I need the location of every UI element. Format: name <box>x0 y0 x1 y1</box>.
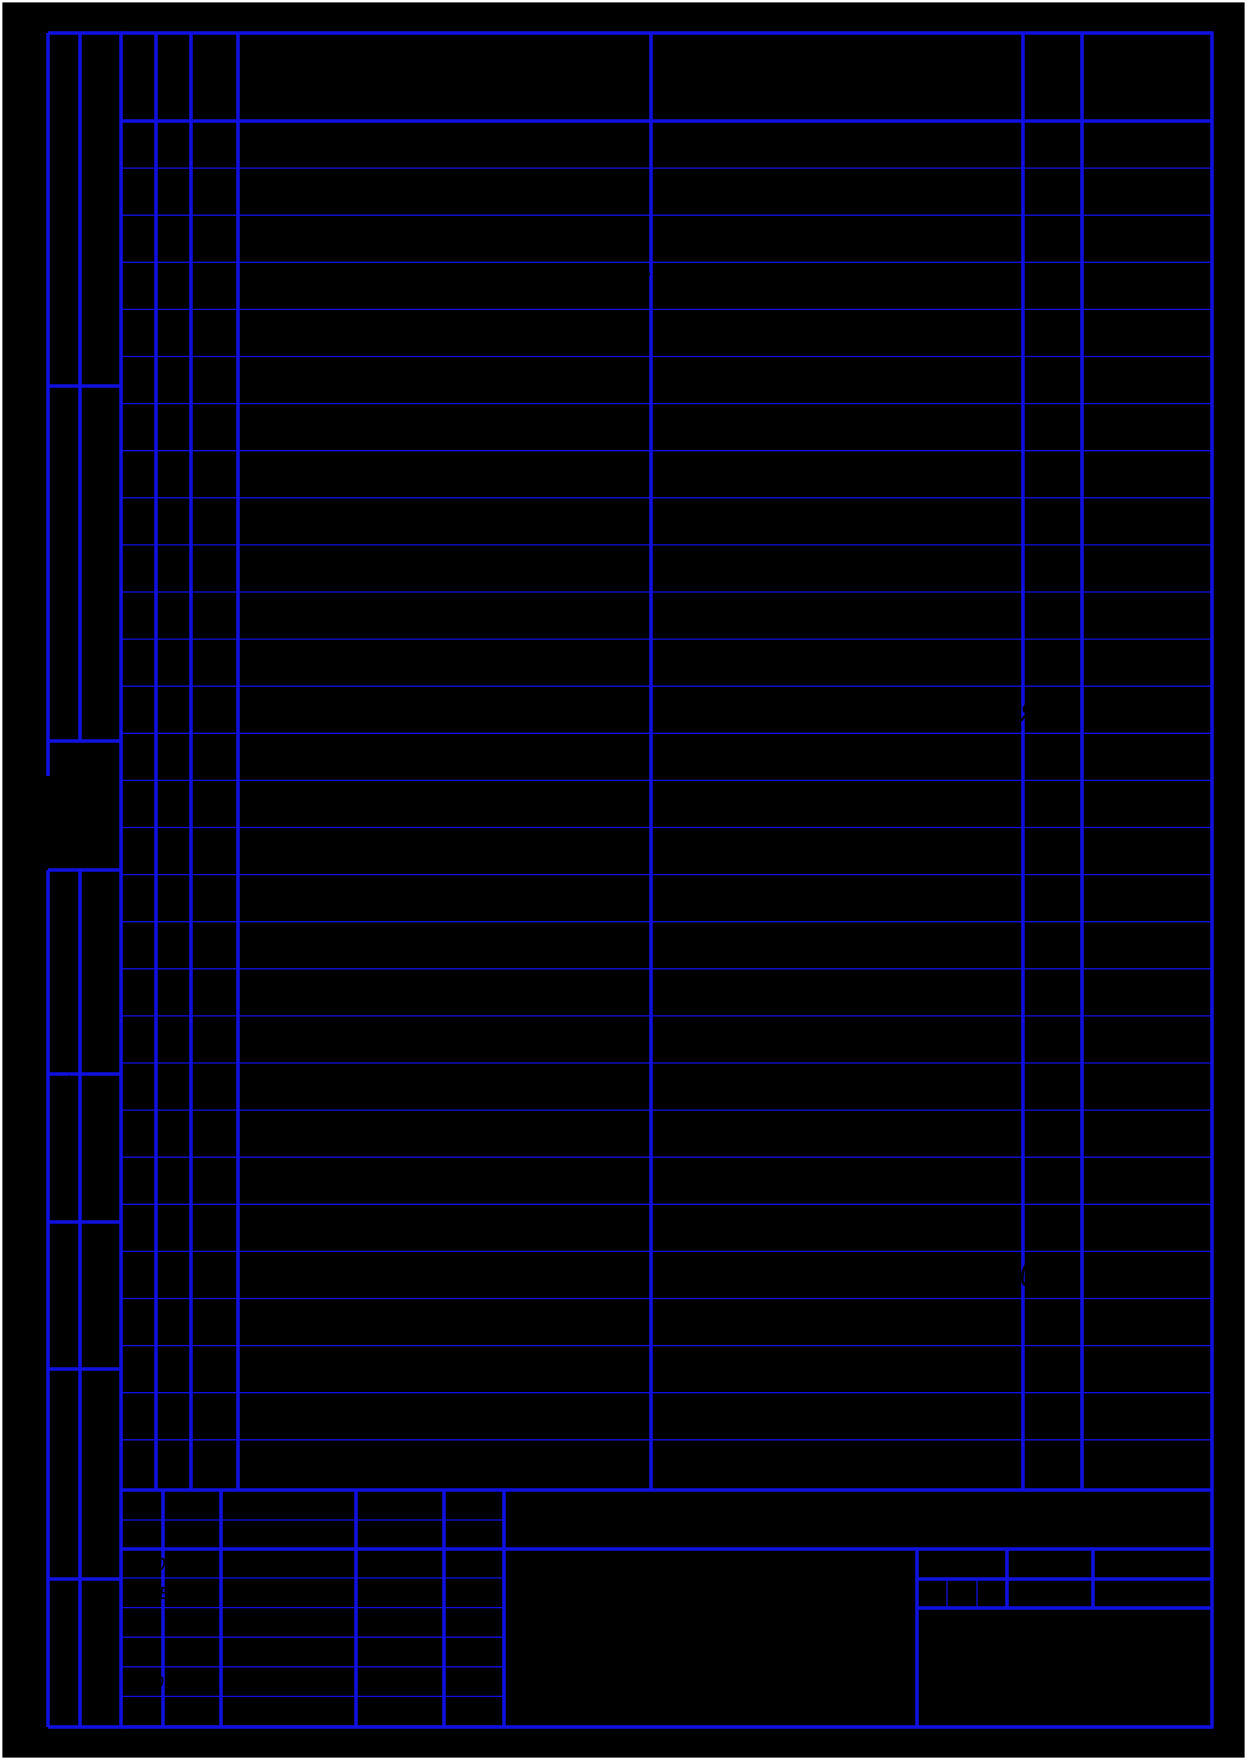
row-name: Левая боковая стенка <box>657 643 973 683</box>
row-pos: 7 <box>216 831 234 871</box>
header-name: Наименование <box>738 59 936 95</box>
row-pos: 4 <box>216 690 234 730</box>
title-line-1: Основной куб <box>568 1592 853 1648</box>
row-name: Сборочный чертеж <box>657 266 931 306</box>
org-name: УАТ <box>1023 1637 1106 1698</box>
listov-value: 1 <box>1146 1579 1159 1608</box>
row-qty: 3 <box>1043 548 1062 588</box>
row-qty: 1 <box>1043 972 1062 1012</box>
col-izm: Изм. <box>123 1522 162 1547</box>
list-label: Лист <box>1025 1550 1075 1578</box>
row-name: Плата с датчиками <box>657 784 932 824</box>
row-qty: 1 <box>1043 690 1062 730</box>
format-value: А4 <box>1100 1729 1126 1757</box>
header-designation: Обозначение <box>356 59 533 95</box>
lit-label: Лит. <box>939 1550 985 1578</box>
row-name: Боковая стенка <box>657 831 881 871</box>
nkontr-label: Н.контр. <box>123 1669 204 1694</box>
col-data: Дата <box>450 1522 497 1547</box>
row-pos: 8 <box>216 878 234 918</box>
row-name: Утеплитель (верх) <box>657 925 920 965</box>
section-heading: Документация <box>732 172 942 212</box>
doc-number: 17182517.31027.1719.02 <box>590 1490 1126 1549</box>
row-format: А4 <box>125 697 149 723</box>
row-qty: 1 <box>1043 831 1062 871</box>
row-qty: 1 <box>1043 925 1062 965</box>
side-podp-data-2: Подп. и дата <box>52 1417 77 1545</box>
row-name: Балка стягивающая <box>657 548 944 588</box>
row-format: А4 <box>125 555 149 581</box>
row-pos: 9 <box>216 925 234 965</box>
side-vzam-inv: Взам. инв. № <box>52 1245 76 1367</box>
row-pos: 6 <box>216 784 234 824</box>
header-pos: Поз. <box>195 60 217 96</box>
row-qty: 1 <box>1043 643 1062 683</box>
row-pos: 5 <box>216 737 234 777</box>
row-designation: 17182517.31027.1719.0021 <box>244 548 632 588</box>
format-label: Формат <box>985 1729 1065 1757</box>
row-name: Винт М1,4х9 ГОСТ 1491-80 <box>657 1255 1037 1295</box>
row-name: Утеплитель (дно) <box>657 972 907 1012</box>
copied-label: Копировал <box>570 1729 683 1757</box>
row-pos: 2 <box>216 596 234 636</box>
razrab-name: Соколов Д. А. <box>225 1551 342 1576</box>
col-list: Лист <box>167 1522 209 1547</box>
row-pos: 10 <box>199 972 234 1012</box>
row-qty: 16 <box>1035 1255 1070 1295</box>
row-designation: 17182517.31027.1719.001У <box>244 643 631 683</box>
row-designation: 17182517.31027.1719.005 <box>244 972 615 1012</box>
row-qty: 1 <box>1043 596 1062 636</box>
row-format: А3 <box>125 273 149 299</box>
side-perv-primen: Перв. примен. <box>52 141 77 282</box>
row-pos: 5 <box>216 1255 234 1295</box>
side-inv-dubl: Инв. № дубл. <box>52 1072 76 1195</box>
section-heading: Стандартные изделия <box>677 1161 997 1201</box>
row-name: Левая балка стягивающая <box>657 690 1036 730</box>
row-name: Плата с аккумулятором <box>657 737 998 777</box>
prov-label: Пров. <box>123 1580 176 1605</box>
side-inv-podl: Инв. № подл. <box>52 1598 76 1722</box>
row-designation: 17182517.31027.1719.002СБ <box>244 266 652 306</box>
row-qty: 1 <box>1043 784 1062 824</box>
col-ndokum: № докум. <box>243 1522 332 1547</box>
title-line-2: типа "U1" <box>610 1656 811 1712</box>
utv-label: Утв. <box>123 1699 161 1724</box>
header-zone: Зона <box>160 58 184 103</box>
row-format: А3 <box>125 838 149 864</box>
header-format: Формат <box>122 47 144 114</box>
side-podp-data-1: Подп. и дата <box>52 912 77 1040</box>
row-pos: 3 <box>216 643 234 683</box>
row-designation: 17182517.31027.1719.001 <box>244 831 615 871</box>
side-sprav-no: Справ. № <box>52 519 77 610</box>
row-qty: 1 <box>1043 737 1062 777</box>
row-name: Утеплитель (бока) <box>657 878 921 918</box>
header-note-1: Приме- <box>1092 43 1185 79</box>
col-podp: Подп. <box>374 1522 429 1547</box>
row-pos: 1 <box>216 548 234 588</box>
row-format: А3 <box>125 650 149 676</box>
row-designation: 17182517.31027.1719.004 <box>244 925 615 965</box>
row-name: Камера <box>657 596 764 636</box>
razrab-label: Разраб. <box>123 1551 194 1576</box>
row-designation: 17182517.31027.1719.003 <box>244 878 615 918</box>
header-note-2: чание <box>1092 77 1169 113</box>
row-qty: 1 <box>1043 878 1062 918</box>
row-designation: 17182517.31027.1719.002У <box>244 690 631 730</box>
section-heading: Сборочные единицы <box>689 454 985 494</box>
listov-label: Листов <box>1115 1550 1190 1578</box>
header-qty: Кол. <box>1034 51 1059 94</box>
